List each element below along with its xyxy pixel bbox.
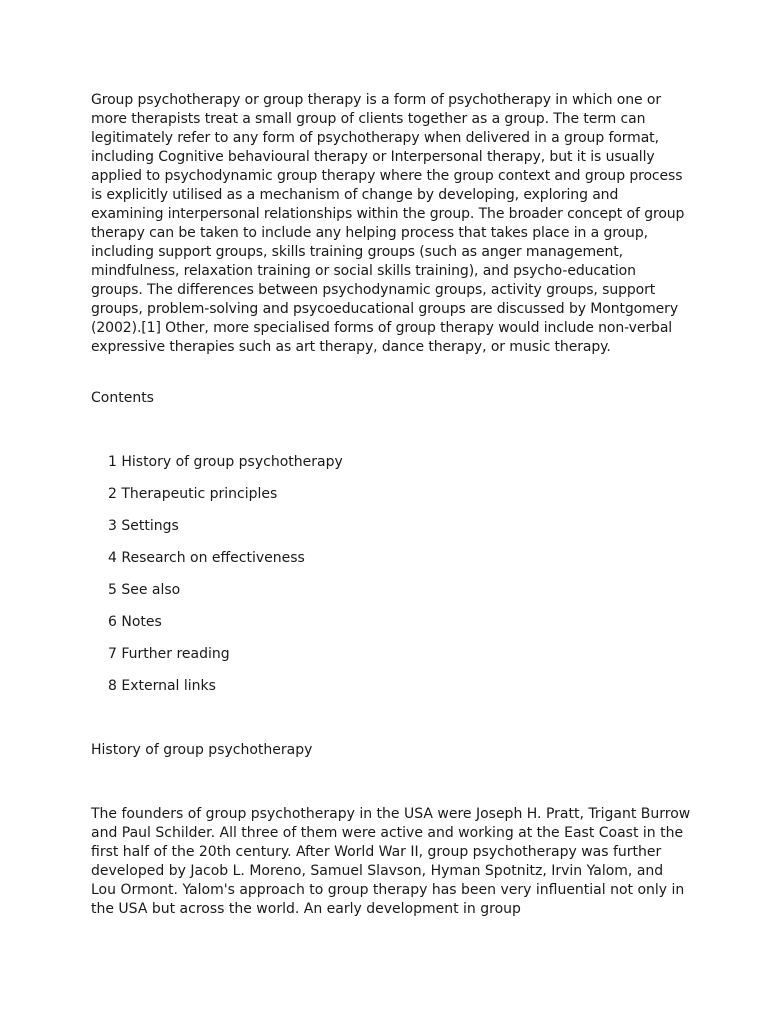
history-paragraph: The founders of group psychotherapy in the USA were Joseph H. Pratt, Trigant Burrow and Paul Schilder. All three of them were active and working at the East Coast in the first half of the 20th century. After World War II, group psychotherapy was further developed by Jacob L. Moreno, Samuel Slavson, Hyman Spotnitz, Irvin Yalom, and Lou Ormont. Yalom's approach to group therapy has been very influential not only in the USA but across the world. An early development in group bbox=[91, 806, 691, 917]
contents-heading: Contents bbox=[91, 390, 154, 406]
toc-item[interactable]: 4 Research on effectiveness bbox=[108, 550, 305, 566]
toc-item[interactable]: 1 History of group psychotherapy bbox=[108, 454, 343, 470]
toc-item[interactable]: 2 Therapeutic principles bbox=[108, 486, 278, 502]
toc-item[interactable]: 5 See also bbox=[108, 582, 181, 598]
section-heading-history: History of group psychotherapy bbox=[91, 742, 313, 758]
table-of-contents bbox=[108, 453, 343, 709]
toc-item[interactable]: 6 Notes bbox=[108, 614, 162, 630]
toc-item[interactable]: 7 Further reading bbox=[108, 646, 230, 662]
toc-item[interactable]: 8 External links bbox=[108, 678, 216, 694]
intro-paragraph: Group psychotherapy or group therapy is a form of psychotherapy in which one or more therapists treat a small group of clients together as a group. The term can legitimately refer to any form of psychotherapy when delivered in a group format, including Cognitive behavioural therapy or Interpersonal therapy, but it is usually applied to psychodynamic group therapy where the group context and group process is explicitly utilised as a mechanism of change by developing, exploring and examining interpersonal relationships within the group. The broader concept of group therapy can be taken to include any helping process that takes place in a group, including support groups, skills training groups (such as anger management, mindfulness, relaxation training or social skills training), and psycho-education groups. The differences between psychodynamic groups, activity groups, support groups, problem-solving and psycoeducational groups are discussed by Montgomery (2002).[1] Other, more specialised forms of group therapy would include non-verbal expressive therapies such as art therapy, dance therapy, or music therapy. bbox=[91, 92, 685, 355]
document-page bbox=[91, 91, 691, 917]
toc-item[interactable]: 3 Settings bbox=[108, 518, 179, 534]
